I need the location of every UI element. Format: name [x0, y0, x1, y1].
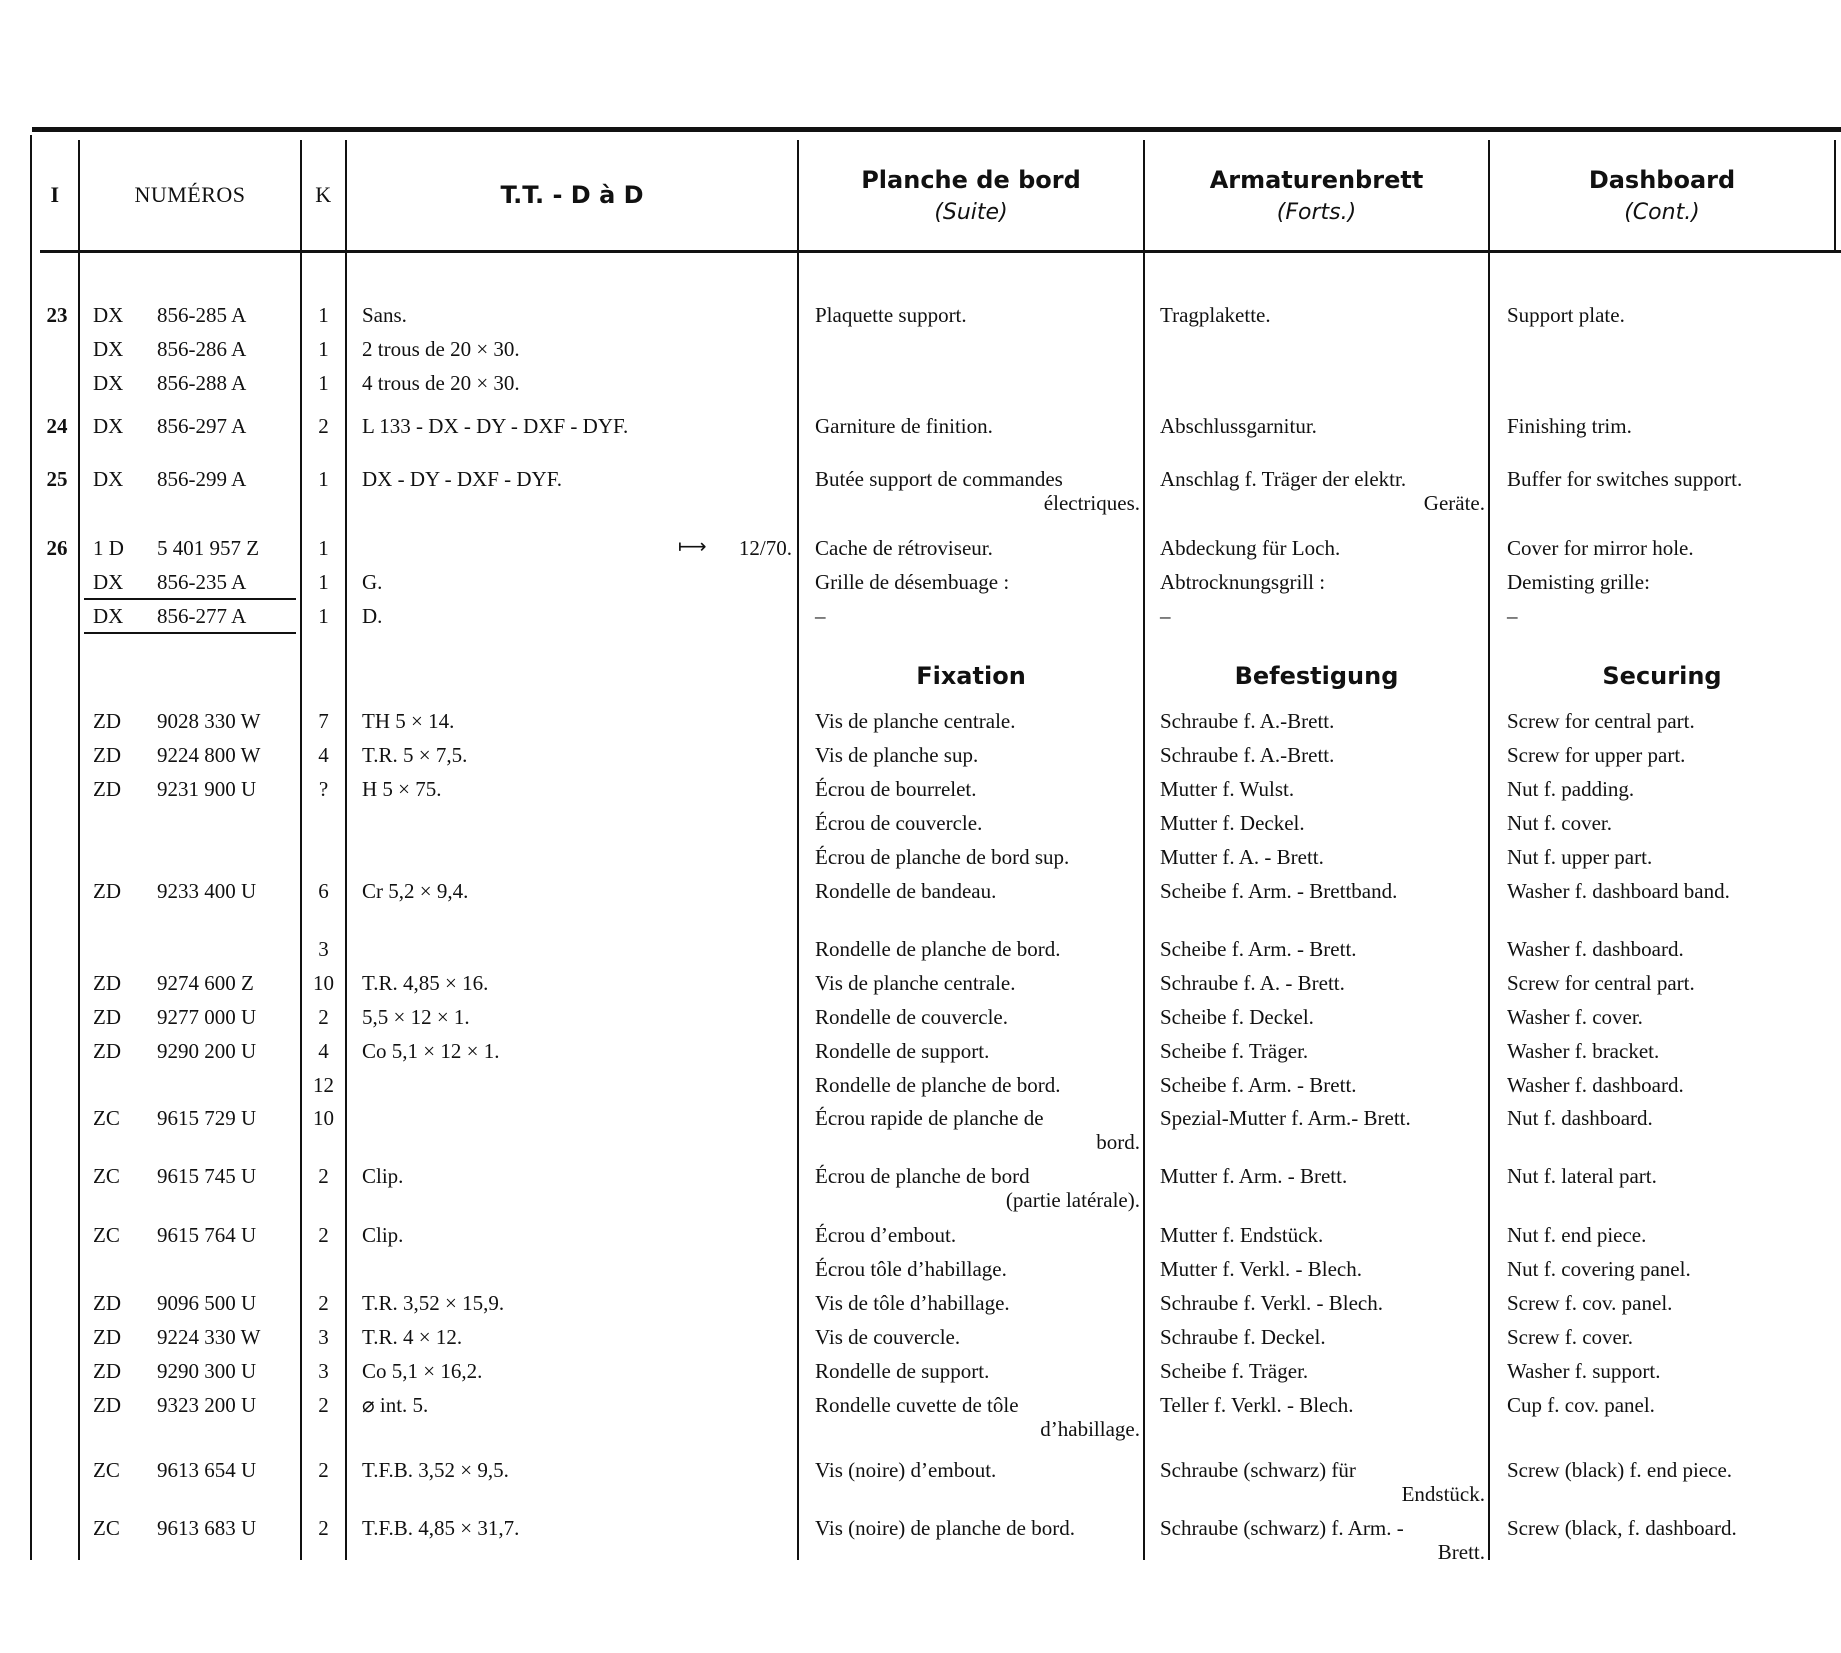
desc-fr: Garniture de finition. — [815, 414, 993, 438]
part-number: 856-299 A — [157, 467, 247, 491]
quantity: 7 — [318, 709, 329, 733]
desc-en: Nut f. upper part. — [1507, 845, 1653, 869]
quantity: ? — [318, 777, 329, 801]
part-number: 9233 400 U — [157, 879, 257, 903]
quantity: 3 — [318, 937, 329, 961]
type-spec: Co 5,1 × 12 × 1. — [362, 1039, 500, 1063]
part-prefix: DX — [93, 414, 124, 438]
col-divider — [345, 140, 347, 1560]
desc-fr: Vis de planche centrale. — [815, 971, 1016, 995]
desc-en: – — [1507, 604, 1518, 628]
desc-fr: – — [815, 604, 826, 628]
part-prefix: ZD — [93, 743, 121, 767]
desc-de-cont: Endstück. — [1401, 1482, 1485, 1506]
type-spec: T.R. 3,52 × 15,9. — [362, 1291, 505, 1315]
quantity: 2 — [318, 1516, 329, 1540]
desc-fr: Écrou rapide de planche de — [815, 1106, 1044, 1130]
type-spec: 2 trous de 20 × 30. — [362, 337, 520, 361]
header-de-sub: (Forts.) — [1276, 199, 1357, 225]
quantity: 1 — [318, 604, 329, 628]
desc-fr: Vis (noire) de planche de bord. — [815, 1516, 1075, 1540]
header-en — [1490, 140, 1834, 250]
type-spec: 5,5 × 12 × 1. — [362, 1005, 470, 1029]
desc-de: Schraube f. Verkl. - Blech. — [1160, 1291, 1383, 1315]
part-prefix: DX — [93, 467, 124, 491]
part-number: 9028 330 W — [157, 709, 261, 733]
desc-en: Nut f. dashboard. — [1507, 1106, 1653, 1130]
desc-en: Finishing trim. — [1507, 414, 1632, 438]
type-spec: Sans. — [362, 303, 407, 327]
desc-fr-cont: d’habillage. — [1040, 1417, 1140, 1441]
type-spec: Clip. — [362, 1164, 404, 1188]
desc-de: Scheibe f. Träger. — [1160, 1359, 1309, 1383]
part-number: 9274 600 Z — [157, 971, 254, 995]
desc-en: Washer f. cover. — [1507, 1005, 1643, 1029]
part-number: 9615 764 U — [157, 1223, 257, 1247]
ref-index: 25 — [46, 467, 68, 491]
type-spec: T.R. 5 × 7,5. — [362, 743, 468, 767]
arrow-right-icon: ⟼ — [678, 534, 707, 558]
quantity: 2 — [318, 1164, 329, 1188]
desc-en: Buffer for switches support. — [1507, 467, 1743, 491]
part-prefix: ZD — [93, 1393, 121, 1417]
quantity: 2 — [318, 1291, 329, 1315]
col-divider — [1834, 140, 1836, 250]
desc-en: Nut f. covering panel. — [1507, 1257, 1691, 1281]
part-underline — [84, 598, 296, 600]
desc-en: Screw for central part. — [1507, 971, 1695, 995]
desc-en: Washer f. dashboard. — [1507, 937, 1684, 961]
desc-en: Nut f. lateral part. — [1507, 1164, 1657, 1188]
header-k — [302, 140, 345, 250]
part-number: 9231 900 U — [157, 777, 257, 801]
desc-de: Scheibe f. Arm. - Brettband. — [1160, 879, 1398, 903]
type-spec: Cr 5,2 × 9,4. — [362, 879, 469, 903]
desc-de: Schraube (schwarz) f. Arm. - — [1160, 1516, 1404, 1540]
quantity: 10 — [313, 1106, 334, 1130]
part-number: 9096 500 U — [157, 1291, 257, 1315]
part-prefix: 1 D — [93, 536, 124, 560]
desc-fr: Rondelle de couvercle. — [815, 1005, 1008, 1029]
desc-en: Washer f. bracket. — [1507, 1039, 1660, 1063]
quantity: 1 — [318, 303, 329, 327]
type-spec: T.R. 4 × 12. — [362, 1325, 463, 1349]
part-prefix: DX — [93, 303, 124, 327]
col-divider — [1143, 140, 1145, 1560]
part-number: 856-288 A — [157, 371, 247, 395]
quantity: 3 — [318, 1325, 329, 1349]
desc-de: Schraube f. A.-Brett. — [1160, 743, 1335, 767]
desc-fr: Cache de rétroviseur. — [815, 536, 993, 560]
desc-fr: Vis de tôle d’habillage. — [815, 1291, 1010, 1315]
part-prefix: ZD — [93, 1291, 121, 1315]
desc-de: Mutter f. Wulst. — [1160, 777, 1295, 801]
part-prefix: ZC — [93, 1164, 120, 1188]
part-number: 856-277 A — [157, 604, 247, 628]
quantity: 1 — [318, 467, 329, 491]
desc-en: Screw for central part. — [1507, 709, 1695, 733]
desc-fr: Grille de désembuage : — [815, 570, 1010, 594]
part-prefix: DX — [93, 570, 124, 594]
type-spec: T.F.B. 3,52 × 9,5. — [362, 1458, 509, 1482]
part-number: 5 401 957 Z — [157, 536, 260, 560]
desc-de: Schraube (schwarz) für — [1160, 1458, 1356, 1482]
desc-de: Mutter f. Arm. - Brett. — [1160, 1164, 1348, 1188]
desc-de-cont: Brett. — [1437, 1540, 1485, 1564]
type-spec: Co 5,1 × 16,2. — [362, 1359, 483, 1383]
desc-de: Schraube f. A. - Brett. — [1160, 971, 1345, 995]
desc-en: Nut f. padding. — [1507, 777, 1635, 801]
header-tt — [347, 140, 797, 250]
header-fr-sub: (Suite) — [934, 199, 1008, 225]
desc-de: Mutter f. Deckel. — [1160, 811, 1305, 835]
quantity: 4 — [318, 1039, 329, 1063]
desc-fr-cont: (partie latérale). — [1005, 1188, 1140, 1212]
desc-de: Schraube f. Deckel. — [1160, 1325, 1326, 1349]
part-prefix: ZD — [93, 879, 121, 903]
part-prefix: ZD — [93, 1039, 121, 1063]
part-prefix: ZD — [93, 777, 121, 801]
quantity: 6 — [318, 879, 329, 903]
type-spec: G. — [362, 570, 383, 594]
col-divider — [30, 135, 32, 1560]
part-number: 9224 800 W — [157, 743, 261, 767]
quantity: 1 — [318, 536, 329, 560]
desc-fr: Vis de planche sup. — [815, 743, 979, 767]
desc-de: Scheibe f. Arm. - Brett. — [1160, 937, 1357, 961]
desc-en: Demisting grille: — [1507, 570, 1650, 594]
quantity: 3 — [318, 1359, 329, 1383]
ref-index: 23 — [46, 303, 68, 327]
desc-de: Spezial-Mutter f. Arm.- Brett. — [1160, 1106, 1411, 1130]
desc-en: Washer f. support. — [1507, 1359, 1661, 1383]
desc-en: Nut f. cover. — [1507, 811, 1612, 835]
desc-fr: Vis (noire) d’embout. — [815, 1458, 997, 1482]
desc-fr-cont: électriques. — [1043, 491, 1140, 515]
desc-fr: Vis de planche centrale. — [815, 709, 1016, 733]
desc-de: Abschlussgarnitur. — [1160, 414, 1317, 438]
top-rule — [32, 127, 1841, 132]
header-rule — [40, 250, 1841, 253]
desc-en: Washer f. dashboard band. — [1507, 879, 1730, 903]
header-fr — [799, 140, 1143, 250]
desc-de: Scheibe f. Arm. - Brett. — [1160, 1073, 1357, 1097]
desc-en: Screw f. cover. — [1507, 1325, 1633, 1349]
desc-fr: Rondelle de planche de bord. — [815, 1073, 1061, 1097]
part-number: 856-285 A — [157, 303, 247, 327]
desc-fr-cont: bord. — [1096, 1130, 1140, 1154]
quantity: 10 — [313, 971, 334, 995]
desc-fr: Rondelle de support. — [815, 1359, 990, 1383]
part-prefix: DX — [93, 604, 124, 628]
col-divider — [1488, 140, 1490, 1560]
quantity: 1 — [318, 570, 329, 594]
desc-en: Cover for mirror hole. — [1507, 536, 1694, 560]
desc-de: Scheibe f. Deckel. — [1160, 1005, 1314, 1029]
part-prefix: ZD — [93, 971, 121, 995]
part-number: 9323 200 U — [157, 1393, 257, 1417]
header-i — [30, 140, 80, 250]
desc-fr: Rondelle de bandeau. — [815, 879, 997, 903]
part-prefix: DX — [93, 337, 124, 361]
part-number: 856-286 A — [157, 337, 247, 361]
part-prefix: DX — [93, 371, 124, 395]
part-prefix: ZD — [93, 1359, 121, 1383]
quantity: 4 — [318, 743, 329, 767]
part-number: 856-235 A — [157, 570, 247, 594]
desc-de: Mutter f. Verkl. - Blech. — [1160, 1257, 1362, 1281]
desc-en: Cup f. cov. panel. — [1507, 1393, 1655, 1417]
desc-fr: Écrou de couvercle. — [815, 811, 983, 835]
desc-en: Screw (black, f. dashboard. — [1507, 1516, 1737, 1540]
desc-en: Washer f. dashboard. — [1507, 1073, 1684, 1097]
part-prefix: ZC — [93, 1106, 120, 1130]
desc-de: – — [1160, 604, 1171, 628]
desc-de: Teller f. Verkl. - Blech. — [1160, 1393, 1354, 1417]
desc-de: Abtrocknungsgrill : — [1160, 570, 1326, 594]
ref-index: 24 — [46, 414, 68, 438]
quantity: 2 — [318, 1393, 329, 1417]
part-number: 9277 000 U — [157, 1005, 257, 1029]
desc-fr: Écrou tôle d’habillage. — [815, 1257, 1007, 1281]
header-en-sub: (Cont.) — [1624, 199, 1700, 225]
desc-fr: Butée support de commandes — [815, 467, 1063, 491]
desc-fr: Écrou de bourrelet. — [815, 777, 977, 801]
type-spec: H 5 × 75. — [362, 777, 442, 801]
header-i-label: I — [50, 182, 60, 207]
type-spec: T.F.B. 4,85 × 31,7. — [362, 1516, 520, 1540]
header-fr-title: Planche de bord — [861, 165, 1081, 194]
desc-fr: Rondelle de support. — [815, 1039, 990, 1063]
part-prefix: ZD — [93, 709, 121, 733]
desc-fr: Écrou de planche de bord sup. — [815, 845, 1070, 869]
part-number: 9615 729 U — [157, 1106, 257, 1130]
header-de — [1145, 140, 1488, 250]
ref-index: 26 — [46, 536, 68, 560]
desc-fr: Rondelle de planche de bord. — [815, 937, 1061, 961]
desc-en: Support plate. — [1507, 303, 1625, 327]
desc-de-cont: Geräte. — [1423, 491, 1485, 515]
header-tt-label: T.T. - D à D — [500, 181, 644, 209]
quantity: 12 — [313, 1073, 334, 1097]
part-number: 9613 683 U — [157, 1516, 257, 1540]
part-number: 9290 200 U — [157, 1039, 257, 1063]
type-spec: L 133 - DX - DY - DXF - DYF. — [362, 414, 629, 438]
desc-de: Mutter f. A. - Brett. — [1160, 845, 1324, 869]
desc-en: Screw for upper part. — [1507, 743, 1686, 767]
desc-de: Scheibe f. Träger. — [1160, 1039, 1309, 1063]
desc-en: Nut f. end piece. — [1507, 1223, 1647, 1247]
type-spec: ⌀ int. 5. — [362, 1393, 429, 1417]
header-de-title: Armaturenbrett — [1209, 165, 1424, 194]
part-number: 9615 745 U — [157, 1164, 257, 1188]
desc-de: Anschlag f. Träger der elektr. — [1160, 467, 1407, 491]
header-en-title: Dashboard — [1588, 165, 1736, 194]
quantity: 2 — [318, 414, 329, 438]
part-prefix: ZC — [93, 1516, 120, 1540]
quantity: 2 — [318, 1223, 329, 1247]
part-prefix: ZC — [93, 1458, 120, 1482]
quantity: 2 — [318, 1005, 329, 1029]
quantity: 1 — [318, 337, 329, 361]
desc-de: Abdeckung für Loch. — [1160, 536, 1341, 560]
part-prefix: ZD — [93, 1325, 121, 1349]
desc-fr: Écrou d’embout. — [815, 1223, 957, 1247]
section-fixation-en: Securing — [1602, 662, 1722, 690]
col-divider — [78, 140, 80, 1560]
desc-fr: Écrou de planche de bord — [815, 1164, 1030, 1188]
desc-fr: Rondelle cuvette de tôle — [815, 1393, 1019, 1417]
part-prefix: ZC — [93, 1223, 120, 1247]
type-spec: 4 trous de 20 × 30. — [362, 371, 520, 395]
quantity: 1 — [318, 371, 329, 395]
part-number: 9290 300 U — [157, 1359, 257, 1383]
desc-en: Screw (black) f. end piece. — [1507, 1458, 1733, 1482]
part-number: 9613 654 U — [157, 1458, 257, 1482]
type-spec: T.R. 4,85 × 16. — [362, 971, 489, 995]
desc-fr: Vis de couvercle. — [815, 1325, 961, 1349]
header-numeros-label: NUMÉROS — [134, 182, 246, 207]
type-spec: Clip. — [362, 1223, 404, 1247]
quantity: 2 — [318, 1458, 329, 1482]
part-prefix: ZD — [93, 1005, 121, 1029]
part-number: 856-297 A — [157, 414, 247, 438]
desc-en: Screw f. cov. panel. — [1507, 1291, 1673, 1315]
header-numeros — [80, 140, 300, 250]
type-spec: DX - DY - DXF - DYF. — [362, 467, 562, 491]
desc-fr: Plaquette support. — [815, 303, 967, 327]
date-note: 12/70. — [738, 536, 792, 560]
section-fixation-fr: Fixation — [916, 662, 1026, 690]
type-spec: D. — [362, 604, 383, 628]
desc-de: Tragplakette. — [1160, 303, 1271, 327]
part-number: 9224 330 W — [157, 1325, 261, 1349]
section-fixation-de: Befestigung — [1234, 662, 1399, 690]
type-spec: TH 5 × 14. — [362, 709, 455, 733]
part-underline — [84, 632, 296, 634]
header-k-label: K — [315, 182, 332, 207]
desc-de: Mutter f. Endstück. — [1160, 1223, 1324, 1247]
col-divider — [797, 140, 799, 1560]
desc-de: Schraube f. A.-Brett. — [1160, 709, 1335, 733]
